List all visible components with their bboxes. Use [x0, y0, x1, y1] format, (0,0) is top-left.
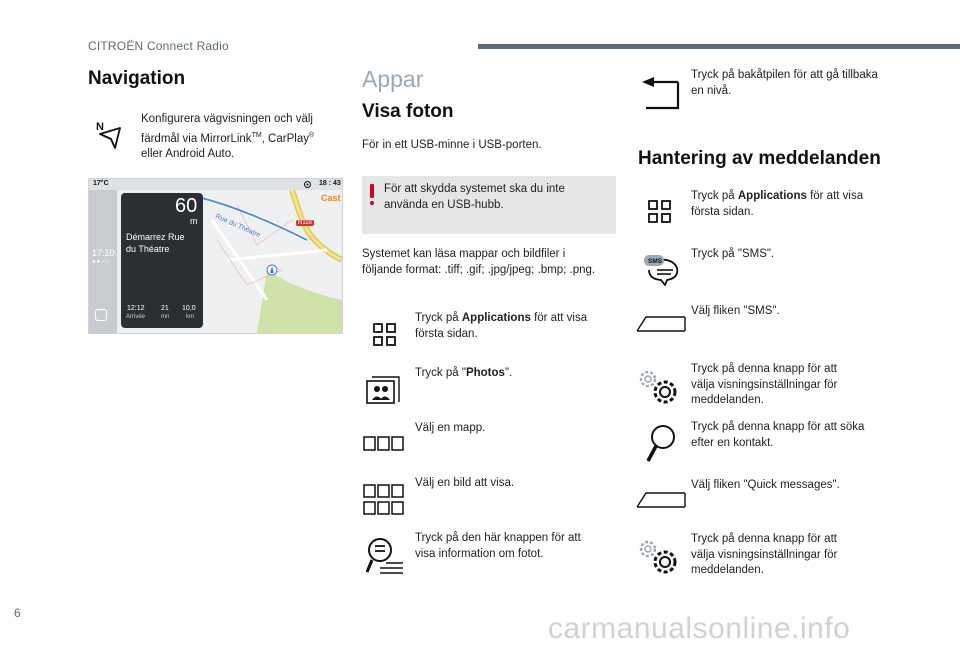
page-dots: ●●○○	[92, 259, 111, 265]
navigation-intro-line1: Konfigurera vägvisningen och välj	[141, 113, 313, 125]
svg-text:N: N	[96, 121, 104, 133]
note-line1: För att skydda systemet ska du inte	[384, 183, 565, 195]
home-button[interactable]	[95, 309, 107, 321]
photos-icon	[366, 376, 400, 404]
navigation-intro-line3: eller Android Auto.	[141, 147, 235, 160]
settings-gears-icon	[638, 368, 680, 406]
navigation-screenshot	[88, 178, 343, 334]
search-icon	[645, 424, 677, 464]
warning-note	[362, 176, 616, 234]
document-header: CITROËN Connect Radio	[88, 39, 229, 53]
msg-step1-text: Tryck på Applications för att visa första sidan.	[691, 190, 864, 218]
distance-value: 60	[175, 195, 198, 217]
formats-line1: Systemet kan läsa mappar och bildfiler i	[362, 248, 566, 260]
stat-arrival-label: Arrivée	[126, 314, 146, 320]
apps-title: Appar	[362, 66, 424, 92]
msg-step4-text: Tryck på denna knapp för att välja visningsinställningar för meddelanden.	[691, 363, 838, 406]
back-arrow-icon	[640, 76, 682, 110]
page-number: 6	[14, 606, 21, 620]
image-grid-icon	[363, 484, 405, 516]
formats-text	[362, 247, 595, 278]
back-text: Tryck på bakåtpilen för att gå tillbaka en nivå.	[691, 69, 878, 97]
stat-arrival-value: 12:12	[127, 305, 145, 312]
formats-line2: följande format: .tiff; .gif; .jpg/jpeg; .bmp; .png.	[362, 263, 596, 276]
instruction-line1: Démarrez Rue	[126, 232, 185, 242]
apps-step2-text: Tryck på "Photos".	[415, 367, 513, 379]
temperature: 17°C	[93, 180, 109, 187]
messages-title: Hantering av meddelanden	[638, 148, 881, 169]
sms-bubble-icon	[643, 254, 681, 286]
navigation-intro	[141, 112, 341, 162]
apps-step4-text: Välj en bild att visa.	[415, 477, 515, 489]
tab-icon	[636, 315, 686, 333]
stat-km-label: km	[186, 314, 194, 320]
msg-step7-text: Tryck på denna knapp för att välja visningsinställningar för meddelanden.	[691, 533, 838, 576]
msg-step6-text: Välj fliken "Quick messages".	[691, 479, 840, 491]
tab-icon	[636, 491, 686, 509]
trademark-mark: TM	[251, 131, 262, 139]
location-icon	[303, 180, 312, 189]
msg-step2-text: Tryck på "SMS".	[691, 248, 775, 260]
applications-grid-icon	[373, 323, 397, 347]
side-time: 17:10	[92, 248, 115, 258]
street-label: Rue du Théatre	[214, 213, 262, 240]
stat-km-value: 10,0	[182, 305, 196, 312]
settings-gears-icon	[638, 538, 680, 576]
note-line2: använda en USB-hubb.	[384, 198, 504, 211]
watermark: carmanualsonline.info	[548, 612, 851, 645]
navigation-title: Navigation	[88, 68, 186, 89]
registered-mark: ®	[308, 131, 315, 139]
header-bar	[478, 44, 960, 49]
navigation-arrow-icon	[95, 118, 123, 152]
instruction-line2: du Théatre	[126, 244, 170, 254]
stat-minutes-value: 21	[161, 305, 169, 312]
stat-minutes-label: mn	[161, 314, 170, 320]
applications-grid-icon	[648, 200, 672, 224]
place-label: Cast	[321, 193, 341, 203]
usb-text: För in ett USB-minne i USB-porten.	[362, 139, 542, 151]
apps-step5-text: Tryck på den här knappen för att visa information om fotot.	[415, 532, 581, 560]
apps-step3-text: Välj en mapp.	[415, 422, 486, 434]
sms-badge: SMS	[648, 258, 663, 265]
photos-title: Visa foton	[362, 101, 454, 122]
msg-step3-text: Välj fliken "SMS".	[691, 305, 780, 317]
road-badge: N118	[298, 220, 312, 226]
info-magnifier-icon	[366, 536, 404, 576]
distance-unit: m	[190, 216, 198, 226]
warning-icon	[370, 184, 374, 198]
clock: 18 : 43	[319, 180, 341, 187]
msg-step5-text: Tryck på denna knapp för att söka efter en kontakt.	[691, 421, 865, 449]
navigation-intro-line2: färdmål via MirrorLink™, CarPlay®	[141, 131, 315, 145]
apps-step1-text: Tryck på Applications för att visa första sidan.	[415, 312, 588, 340]
folder-row-icon	[363, 436, 405, 452]
